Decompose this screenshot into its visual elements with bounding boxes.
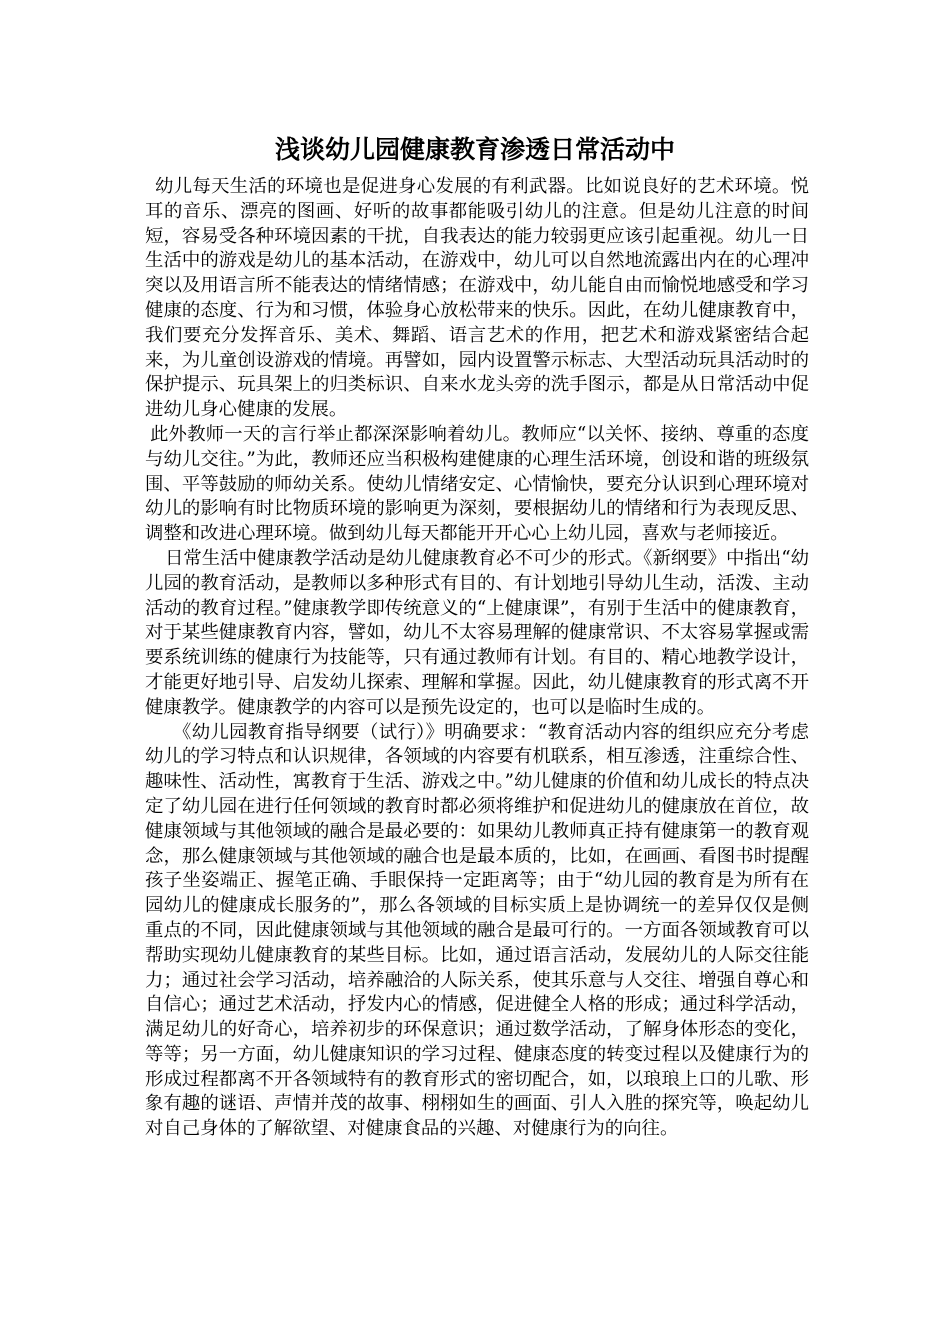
document-body xyxy=(145,175,809,1142)
document-title: 浅谈幼儿园健康教育渗透日常活动中 xyxy=(274,135,675,164)
paragraph-1: 幼儿每天生活的环境也是促进身心发展的有利武器。比如说良好的艺术环境。悦耳的音乐、漂亮的图画、好听的故事都能吸引幼儿的注意。但是幼儿注意的时间短，容易受各种环境因素的干扰，自我表达的能力较弱更应该引起重视。幼儿一日生活中的游戏是幼儿的基本活动，在游戏中，幼儿可以自然地流露出内在的心理冲突以及用语言所不能表达的情绪情感；在游戏中，幼儿能自由而愉悦地感受和学习健康的态度、行为和习惯，体验身心放松带来的快乐。因此，在幼儿健康教育中，我们要充分发挥音乐、美术、舞蹈、语言艺术的作用，把艺术和游戏紧密结合起来，为儿童创设游戏的情境。再譬如，园内设置警示标志、大型活动玩具活动时的保护提示、玩具架上的归类标识、自来水龙头旁的洗手图示，都是从日常活动中促进幼儿身心健康的发展。 xyxy=(145,176,809,421)
paragraph-2: 此外教师一天的言行举止都深深影响着幼儿。教师应“以关怀、接纳、尊重的态度与幼儿交往。”为此，教师还应当积极构建健康的心理生活环境，创设和谐的班级氛围、平等鼓励的师幼关系。使幼儿情绪安定、心情愉快，要充分认识到心理环境对幼儿的影响有时比物质环境的影响更为深刻，要根据幼儿的情绪和行为表现反思、调整和改进心理环境。做到幼儿每天都能开开心心上幼儿园，喜欢与老师接近。 xyxy=(145,423,809,545)
paragraph-4: 《幼儿园教育指导纲要（试行）》明确要求：“教育活动内容的组织应充分考虑幼儿的学习特点和认识规律，各领域的内容要有机联系，相互渗透，注重综合性、趣味性、活动性，寓教育于生活、游戏之中。”幼儿健康的价值和幼儿成长的特点决定了幼儿园在进行任何领域的教育时都必须将维护和促进幼儿的健康放在首位，故健康领域与其他领域的融合是最必要的：如果幼儿教师真正持有健康第一的教育观念，那么健康领域与其他领域的融合也是最本质的，比如，在画画、看图书时提醒孩子坐姿端正、握笔正确、手眼保持一定距离等；由于“幼儿园的教育是为所有在园幼儿的健康成长服务的”，那么各领域的目标实质上是协调统一的差异仅仅是侧重点的不同，因此健康领域与其他领域的融合是最可行的。一方面各领域教育可以帮助实现幼儿健康教育的某些目标。比如，通过语言活动，发展幼儿的人际交往能力；通过社会学习活动，培养融洽的人际关系，使其乐意与人交往、增强自尊心和自信心；通过艺术活动，抒发内心的情感，促进健全人格的形成；通过科学活动，满足幼儿的好奇心，培养初步的环保意识；通过数学活动，了解身体形态的变化，等等；另一方面，幼儿健康知识的学习过程、健康态度的转变过程以及健康行为的形成过程都离不开各领域特有的教育形式的密切配合，如，以琅琅上口的儿歌、形象有趣的谜语、声情并茂的故事、栩栩如生的画面、引人入胜的探究等，唤起幼儿对自己身体的了解欲望、对健康食品的兴趣、对健康行为的向往。 xyxy=(145,721,809,1140)
paragraph-3: 日常生活中健康教学活动是幼儿健康教育必不可少的形式。《新纲要》中指出“幼儿园的教育活动，是教师以多种形式有目的、有计划地引导幼儿生动，活泼、主动活动的教育过程。”健康教学即传统意义的“上健康课”，有别于生活中的健康教育，对于某些健康教育内容，譬如，幼儿不太容易理解的健康常识、不太容易掌握或需要系统训练的健康行为技能等，只有通过教师有计划。有目的、精心地教学设计，才能更好地引导、启发幼儿探索、理解和掌握。因此，幼儿健康教育的形式离不开健康教学。健康教学的内容可以是预先设定的，也可以是临时生成的。 xyxy=(145,547,809,718)
